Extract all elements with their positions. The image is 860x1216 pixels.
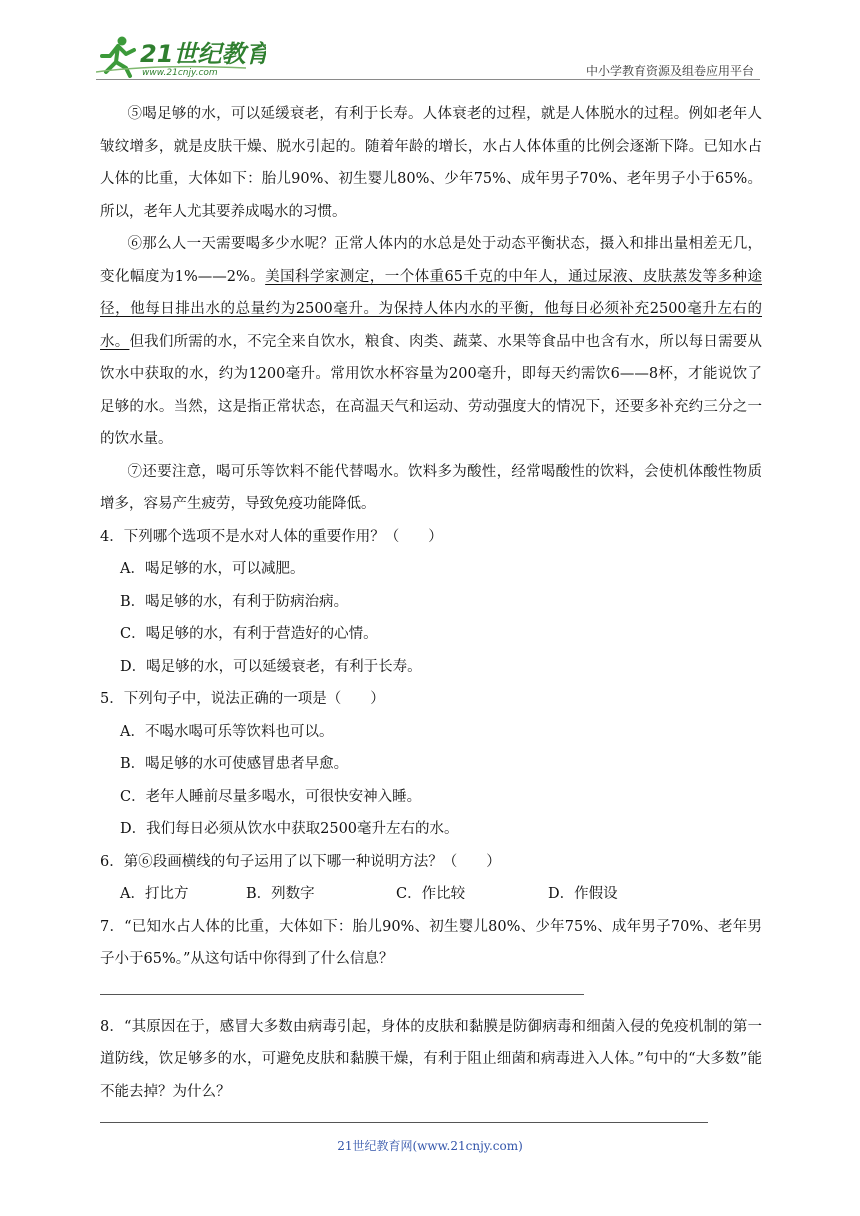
- question-6-stem: 6．第⑥段画横线的句子运用了以下哪一种说明方法？（ ）: [100, 853, 501, 870]
- question-4-option-a: A．喝足够的水，可以减肥。: [120, 561, 305, 577]
- question-5-option-b: B．喝足够的水可使感冒患者早愈。: [120, 756, 349, 772]
- paragraph-7: ⑦还要注意，喝可乐等饮料不能代替喝水。饮料多为酸性，经常喝酸性的饮料，会使机体酸性物质增多，容易产生疲劳，导致免疫功能降低。: [100, 463, 762, 512]
- question-5-option-a: A．不喝水喝可乐等饮料也可以。: [120, 723, 334, 740]
- svg-text:www.21cnjy.com: www.21cnjy.com: [142, 68, 218, 78]
- question-4-option-b: B．喝足够的水，有利于防病治病。: [120, 593, 349, 610]
- question-4-stem: 4．下列哪个选项不是水对人体的重要作用？（ ）: [100, 528, 443, 545]
- question-7-stem: 7．“已知水占人体的比重，大体如下：胎儿90%、初生婴儿80%、少年75%、成年男子70%、老年男子小于65%。”从这句话中你得到了什么信息？: [100, 918, 762, 967]
- question-4-option-c: C．喝足够的水，有利于营造好的心情。: [120, 626, 378, 642]
- question-8-answer-line[interactable]: [100, 1122, 708, 1123]
- platform-label: 中小学教育资源及组卷应用平台: [585, 64, 754, 78]
- site-logo: [96, 34, 266, 78]
- logo-wordmark: 21世纪教育: [140, 40, 266, 68]
- question-7-answer-line[interactable]: [100, 994, 584, 995]
- document-body: [100, 98, 762, 1139]
- question-8-stem: 8．“其原因在于，感冒大多数由病毒引起，身体的皮肤和黏膜是防御病毒和细菌入侵的免疫机制的第一道防线，饮足够多的水，可避免皮肤和黏膜干燥，有利于阻止细菌和病毒进入人体。”句中的“大多数”能不能去掉？为什么？: [100, 1018, 762, 1100]
- question-6-option-a: A．打比方: [120, 886, 189, 902]
- question-6-option-d: D．作假设: [548, 886, 618, 902]
- page-header: [96, 34, 760, 80]
- page-footer: 21世纪教育网(www.21cnjy.com): [337, 1139, 523, 1153]
- question-6-option-c: C．作比较: [396, 886, 466, 902]
- question-5-option-c: C．老年人睡前尽量多喝水，可很快安神入睡。: [120, 788, 422, 805]
- paragraph-6: ⑥那么人一天需要喝多少水呢？正常人体内的水总是处于动态平衡状态，摄入和排出量相差无几，变化幅度为1%——2%。美国科学家测定，一个体重65千克的中年人，通过尿液、皮肤蒸发等多种途径，他每日排出水的总量约为2500毫升。为保持人体内水的平衡，他每日必须补充2500毫升左右的水。但我们所需的水，不完全来自饮水，粮食、肉类、蔬菜、水果等食品中也含有水，所以每日需要从饮水中获取的水，约为1200毫升。常用饮水杯容量为200毫升，即每天约需饮6——8杯，才能说饮了足够的水。当然，这是指正常状态，在高温天气和运动、劳动强度大的情况下，还要多补充约三分之一的饮水量。: [100, 236, 763, 447]
- question-6-options: [100, 878, 762, 911]
- question-4-option-d: D．喝足够的水，可以延缓衰老，有利于长寿。: [120, 658, 422, 675]
- question-6-option-b: B．列数字: [246, 886, 315, 902]
- question-5-stem: 5．下列句子中，说法正确的一项是（ ）: [100, 691, 385, 707]
- underlined-sentence: 美国科学家测定，一个体重65千克的中年人，通过尿液、皮肤蒸发等多种途径，他每日排出水的总量约为2500毫升。为保持人体内水的平衡，他每日必须补充2500毫升左右的水。: [100, 268, 762, 350]
- header-divider: [96, 79, 760, 80]
- paragraph-5: ⑤喝足够的水，可以延缓衰老，有利于长寿。人体衰老的过程，就是人体脱水的过程。例如老年人皱纹增多，就是皮肤干燥、脱水引起的。随着年龄的增长，水占人体体重的比例会逐渐下降。已知水占人体的比重，大体如下：胎儿90%、初生婴儿80%、少年75%、成年男子70%、老年男子小于65%。所以，老年人尤其要养成喝水的习惯。: [100, 106, 762, 220]
- question-5-option-d: D．我们每日必须从饮水中获取2500毫升左右的水。: [120, 821, 459, 837]
